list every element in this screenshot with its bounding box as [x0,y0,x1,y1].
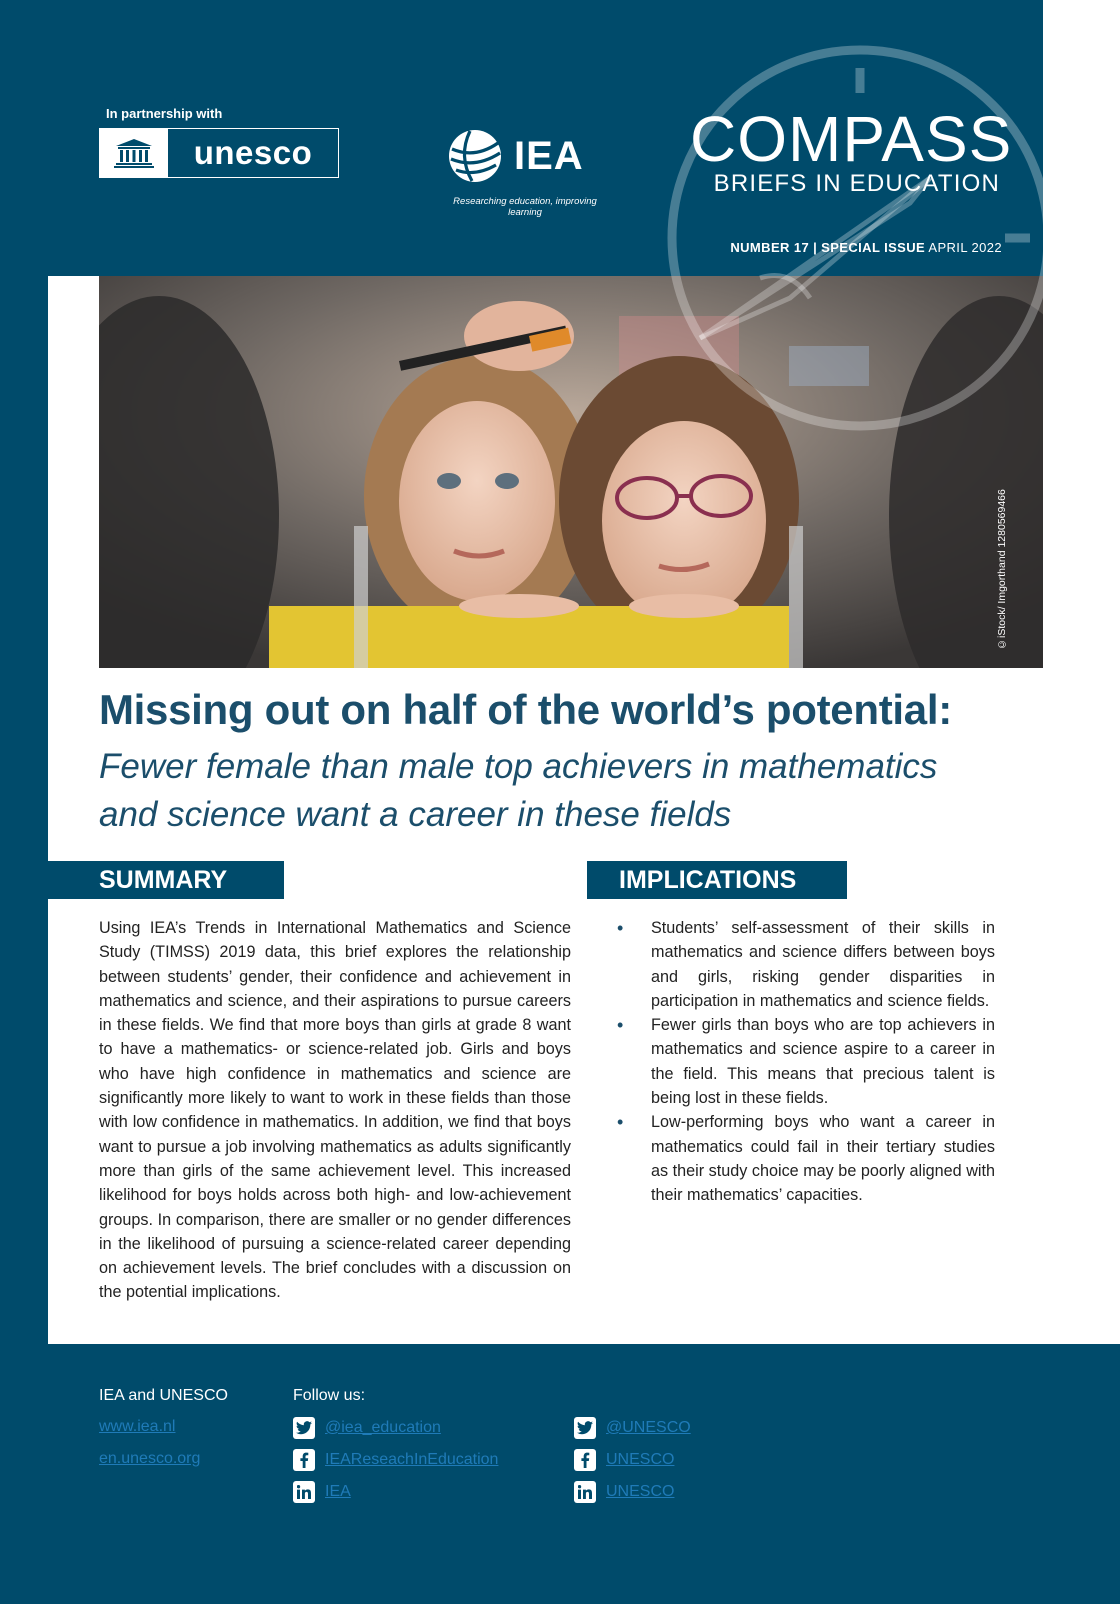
iea-logo [448,126,608,186]
implication-text: Fewer girls than boys who are top achievers in mathematics and science aspire to a career in the field. This means that precious talent is being lost in these fields. [651,1016,995,1108]
subtitle: Fewer female than male top achievers in mathematics and science want a career in these fields [99,747,938,834]
list-item [615,1013,995,1110]
footer-band [0,1344,1120,1604]
issue-number: NUMBER 17 | SPECIAL ISSUE [730,240,926,255]
facebook-icon [293,1449,315,1471]
follow-us-label: Follow us: [293,1387,366,1404]
facebook-icon [574,1449,596,1471]
footer-org-label: IEA and UNESCO [99,1387,228,1404]
twitter-icon [293,1417,315,1439]
bullet-icon: • [617,1112,624,1133]
unesco-twitter-link[interactable]: @UNESCO [606,1419,691,1436]
cover-photo-illustration [99,276,1043,668]
unesco-facebook-row [574,1448,691,1472]
unesco-wordmark: unesco [193,134,313,171]
iea-linkedin-link[interactable]: IEA [325,1483,351,1500]
implication-text: Students’ self-assessment of their skills in mathematics and science differs between boys and girls, risking gender disparities in participation in mathematics and science fields. [651,919,995,1010]
list-item [615,916,995,1013]
bullet-icon: • [617,918,624,938]
issue-line [650,240,1002,255]
bullet-icon: • [617,1015,624,1036]
iea-linkedin-row [293,1480,498,1504]
implications-heading: IMPLICATIONS [587,861,847,899]
summary-text: Using IEA’s Trends in International Mathematics and Science Study (TIMSS) 2019 data, this brief explores the relationship between students’ gender, their confidence and achievement in mathematics and science, and their aspirations to pursue careers in these fields. We find that more boys than girls at grade 8 want to have a mathematics- or science-related job. Girls and boys who have high confidence in mathematics and science are significantly more likely to want to work in these fields than those with low confidence in mathematics. In addition, we find that boys want to pursue a job involving mathematics as adults significantly more than girls of the same achievement level. This increased likelihood for boys holds across both high- and low-achievement groups. In comparison, there are smaller or no gender differences in the likelihood of pursuing a science-related career depending on achievement levels. The brief concludes with a discussion on the potential implications. [99,919,571,1302]
compass-title: COMPASS [690,103,1013,175]
implications-list [615,916,995,1208]
iea-wordmark: IEA [514,133,584,178]
unesco-social-links [574,1416,691,1512]
linkedin-icon [574,1481,596,1503]
cover-photo [99,276,1043,668]
compass-subtitle: BRIEFS IN EDUCATION [713,170,1000,197]
unesco-twitter-row [574,1416,691,1440]
photo-credit: ©iStock/ Imgorthand 1280569466 [996,489,1008,650]
unesco-linkedin-link[interactable]: UNESCO [606,1483,675,1500]
iea-facebook-row [293,1448,498,1472]
unesco-logo [99,128,339,178]
twitter-icon [574,1417,596,1439]
left-accent-strip [0,276,48,1344]
unesco-website-link[interactable]: en.unesco.org [99,1450,201,1467]
unesco-facebook-link[interactable]: UNESCO [606,1451,675,1468]
main-title: Missing out on half of the world’s potential: [99,686,952,733]
linkedin-icon [293,1481,315,1503]
iea-twitter-row [293,1416,498,1440]
iea-twitter-link[interactable]: @iea_education [325,1419,441,1436]
list-item [615,1110,995,1207]
iea-website-link[interactable]: www.iea.nl [99,1418,176,1435]
summary-heading: SUMMARY [48,861,284,899]
partnership-label: In partnership with [106,106,223,121]
iea-tagline: Researching education, improving learning [453,196,597,218]
iea-facebook-link[interactable]: IEAReseachInEducation [325,1451,499,1468]
issue-date: APRIL 2022 [928,240,1002,255]
iea-social-links [293,1416,498,1512]
unesco-linkedin-row [574,1480,691,1504]
implication-text: Low-performing boys who want a career in mathematics could fail in their tertiary studies as their study choice may be poorly aligned with their mathematics’ capacities. [651,1113,995,1205]
unesco-temple-icon [100,129,168,177]
iea-globe-icon [448,129,502,183]
